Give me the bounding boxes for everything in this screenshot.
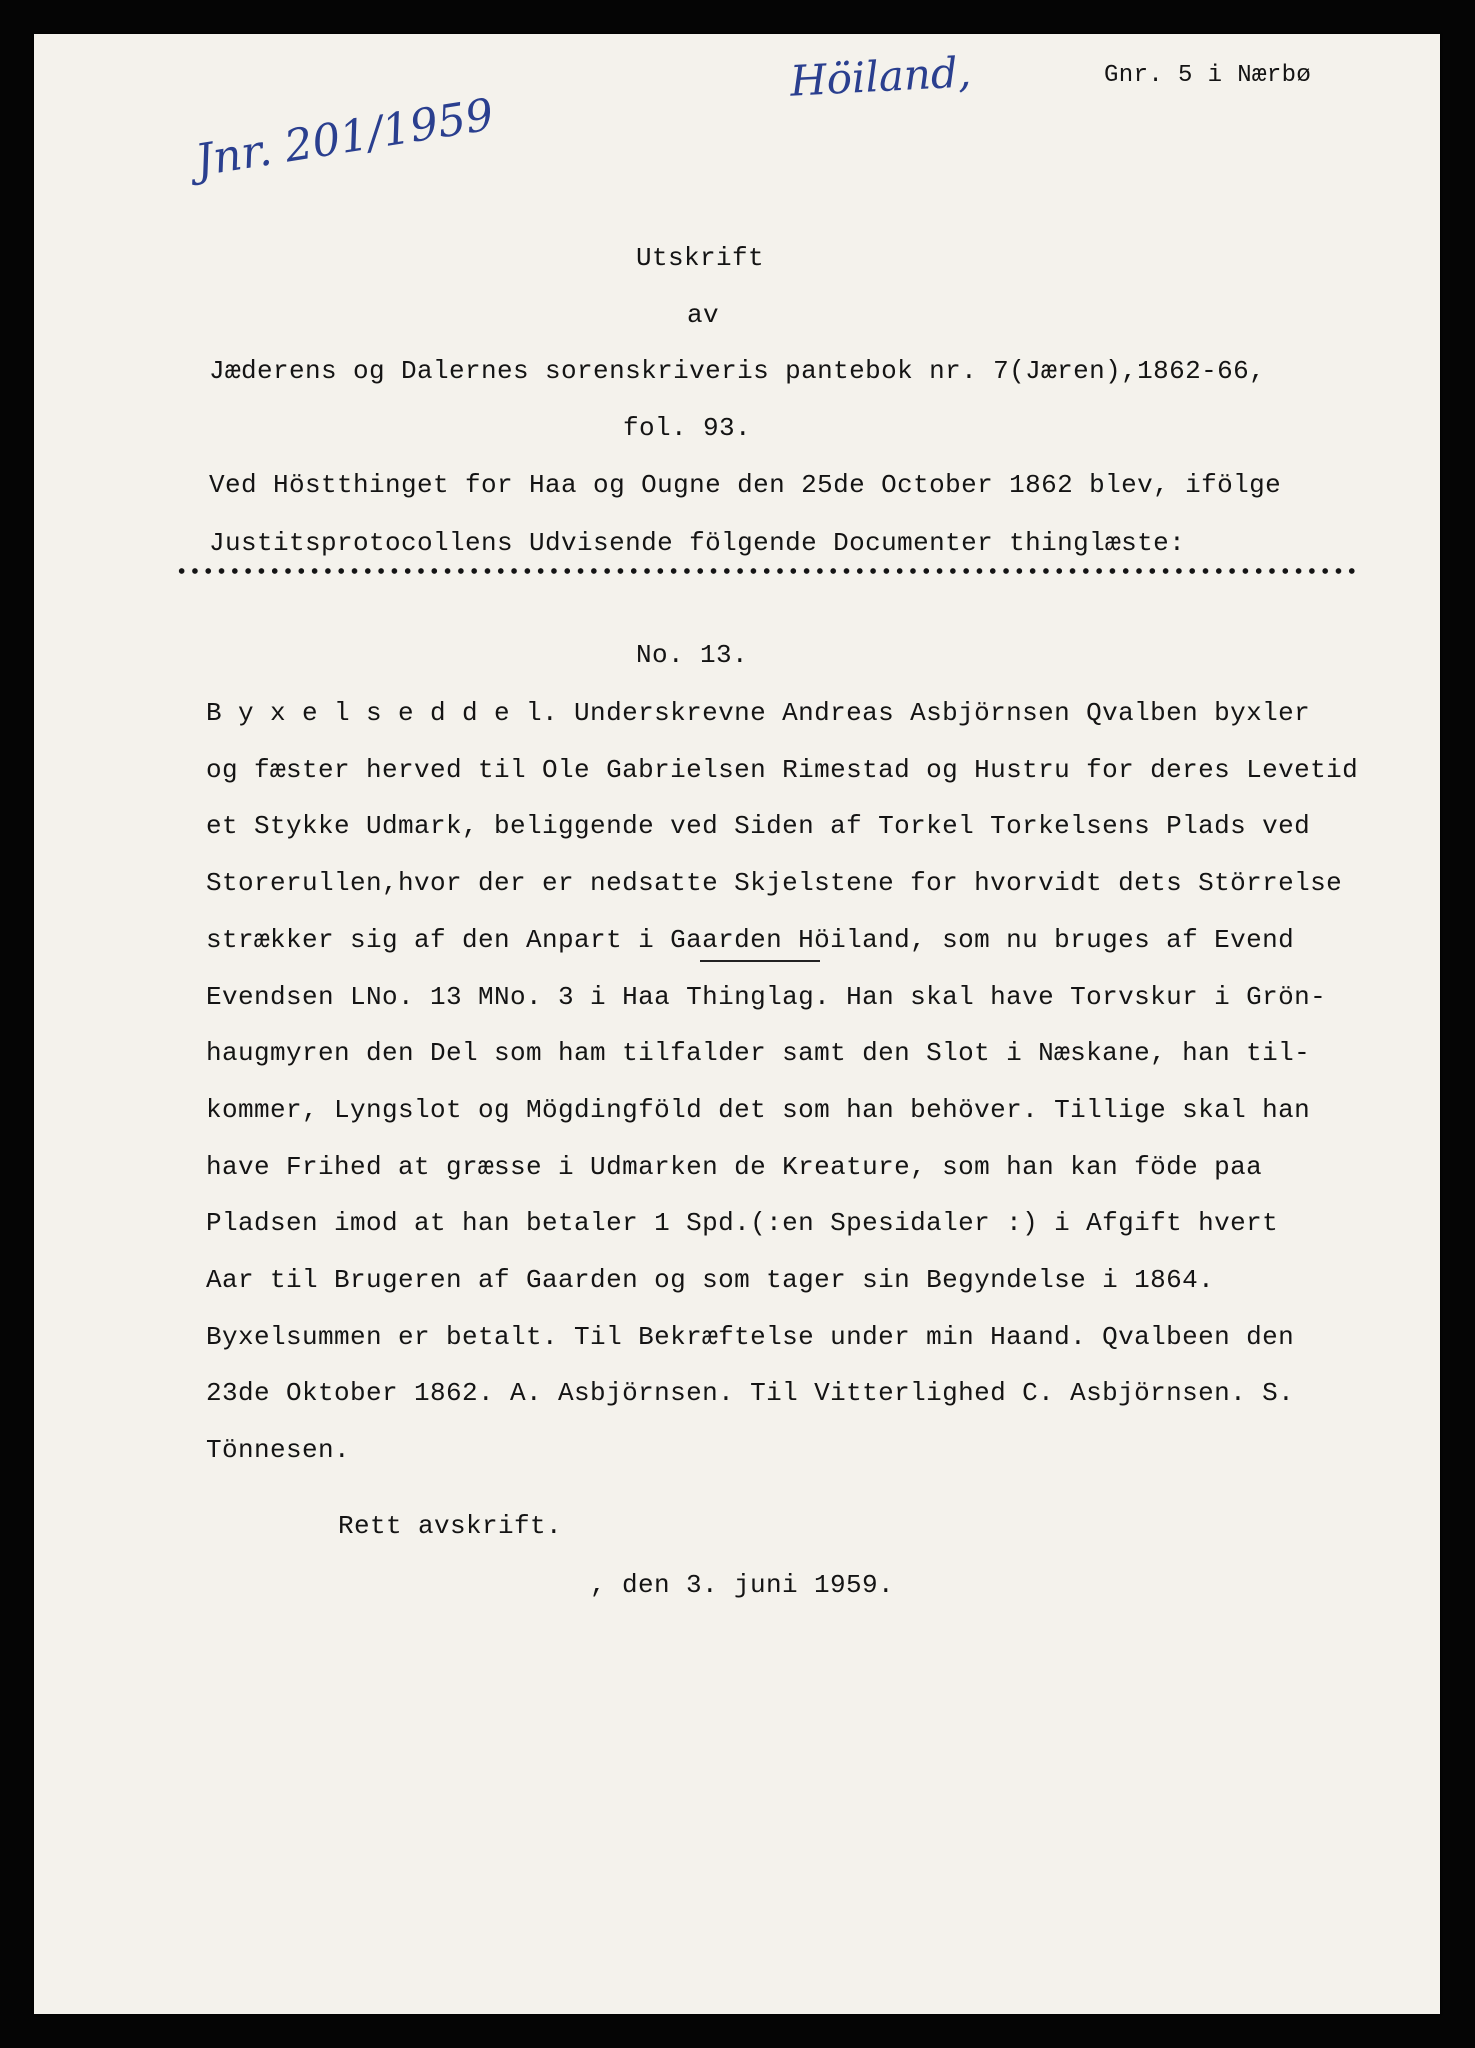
body-line: et Stykke Udmark, beliggende ved Siden af Torkel Torkelsens Plads ved [206,811,1311,841]
entry-number: No. 13. [636,640,749,670]
body-line: Pladsen imod at han betaler 1 Spd.(:en Spesidaler :) i Afgift hvert [206,1208,1279,1238]
body-line: Evendsen LNo. 13 MNo. 3 i Haa Thinglag. Han skal have Torvskur i Grön- [206,982,1327,1012]
document-title: Utskrift [636,243,765,273]
body-line: Aar til Brugeren af Gaarden og som tager sin Begyndelse i 1864. [206,1265,1215,1295]
folio: fol. 93. [623,413,752,443]
body-line: B y x e l s e d d e l. Underskrevne Andreas Asbjörnsen Qvalben byxler [206,698,1311,728]
handwritten-journal-number: Jnr. 201/1959 [191,89,498,187]
body-line: og fæster herved til Ole Gabrielsen Rimestad og Hustru for deres Levetid [206,755,1359,785]
body-line: kommer, Lyngslot og Mögdingföld det som han behöver. Tillige skal han [206,1095,1311,1125]
body-line: have Frihed at græsse i Udmarken de Kreature, som han kan föde paa [206,1152,1263,1182]
intro-line: Ved Höstthinget for Haa og Ougne den 25de October 1862 blev, ifölge [209,470,1282,500]
handwritten-place-name: Höiland, [788,47,973,106]
body-line: Tönnesen. [206,1435,351,1465]
dotted-separator [175,566,1355,576]
document-title-of: av [687,300,720,330]
certification: Rett avskrift. [338,1511,563,1541]
body-line: Storerullen,hvor der er nedsatte Skjelstene for hvorvidt dets Störrelse [206,868,1343,898]
body-line: haugmyren den Del som ham tilfalder samt den Slot i Næskane, han til- [206,1038,1311,1068]
body-line: strækker sig af den Anpart i Gaarden Höiland, som nu bruges af Evend [206,925,1295,955]
body-line: 23de Oktober 1862. A. Asbjörnsen. Til Vitterlighed C. Asbjörnsen. S. [206,1378,1295,1408]
body-line: Byxelsummen er betalt. Til Bekræftelse under min Haand. Qvalbeen den [206,1322,1295,1352]
date-line: , den 3. juni 1959. [590,1570,895,1600]
source-line: Jæderens og Dalernes sorenskriveris pantebok nr. 7(Jæren),1862-66, [209,356,1266,386]
intro-line: Justitsprotocollens Udvisende fölgende Documenter thinglæste: [209,528,1186,558]
underline-hoiland [700,960,820,962]
document-page [34,34,1440,2014]
farm-number: Gnr. 5 i Nærbø [1104,62,1312,89]
